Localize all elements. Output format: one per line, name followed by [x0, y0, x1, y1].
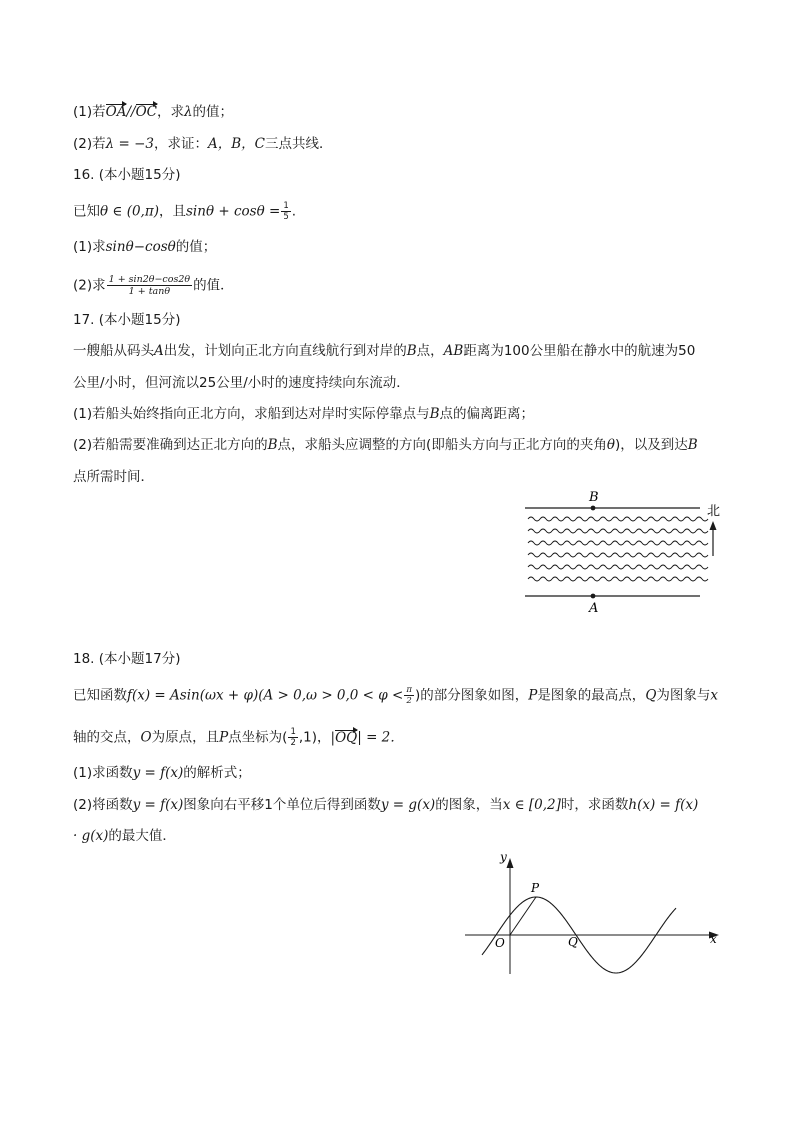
q17-line1	[73, 341, 695, 361]
text: (1)求函数	[73, 765, 133, 781]
text: ，且	[159, 203, 186, 220]
function-definition: f(x) = Asin(ωx + φ)(A > 0,ω > 0,0 < φ <	[127, 687, 404, 704]
text: 轴的交点，	[73, 729, 141, 746]
wave-line	[528, 565, 708, 569]
label-A: A	[589, 601, 599, 616]
text: 时，求函数	[560, 797, 629, 813]
point-A-dot	[591, 594, 596, 599]
lambda: λ	[183, 104, 193, 120]
sin-cos-sum: sinθ + cosθ =	[186, 203, 281, 220]
numerator: 1 + sin2θ−cos2θ	[108, 274, 191, 285]
text: )，以及到达	[614, 437, 688, 453]
y-axis-arrowhead	[507, 858, 514, 868]
lambda-condition: λ = −3	[105, 136, 154, 152]
text: ,1)，	[298, 729, 331, 746]
wave-line	[528, 541, 708, 545]
denominator: 1 + tanθ	[128, 286, 171, 297]
point-Q: Q	[645, 687, 657, 704]
text: 已知函数	[73, 687, 127, 704]
point-B: B	[406, 343, 417, 359]
point-B-dot	[591, 506, 596, 511]
wave-line	[528, 529, 708, 533]
function-f: y = f(x)	[132, 797, 184, 813]
text: 的最大值．	[108, 828, 176, 844]
text: (2)将函数	[73, 797, 133, 813]
text: 的解析式；	[183, 765, 251, 781]
label-O: O	[495, 936, 505, 950]
text: )的部分图象如图，	[414, 687, 529, 704]
label-Q: Q	[568, 935, 578, 949]
q17-line2: 公里/小时，但河流以25公里/小时的速度持续向东流动．	[73, 375, 410, 391]
text: 的图象，当	[435, 797, 503, 813]
q17-heading: 17. (本小题15分)	[73, 312, 181, 328]
text: 的值．	[193, 277, 234, 294]
segment-AB: AB	[443, 343, 464, 359]
text: 的值；	[192, 104, 234, 120]
parallel-symbol: //	[126, 104, 136, 120]
point-P: P	[219, 729, 229, 746]
q15-part1	[73, 102, 233, 122]
text: (2)求	[73, 277, 106, 294]
text: (2)若	[73, 136, 106, 152]
river-figure	[520, 486, 725, 616]
text: 为图象与	[656, 687, 711, 704]
text: 的值；	[175, 239, 217, 255]
theta-range: θ ∈ (0,π)	[100, 203, 159, 220]
text: ，求	[156, 104, 184, 120]
numerator: 1	[283, 201, 289, 211]
q15-part2	[73, 134, 332, 154]
text: 为原点，且	[151, 729, 220, 746]
function-g: y = g(x)	[380, 797, 436, 813]
river-waves	[528, 517, 708, 581]
text: 点，求船头应调整的方向(即船头方向与正北方向的夹角	[277, 437, 607, 453]
text: 是图象的最高点，	[537, 687, 646, 704]
label-y: y	[500, 850, 507, 864]
q17-part2	[73, 435, 698, 455]
text: | = 2．	[357, 729, 404, 746]
text: 出发，计划向正北方向直线航行到对岸的	[163, 343, 407, 359]
label-P: P	[531, 881, 540, 895]
function-h: h(x) = f(x)	[628, 797, 699, 813]
point-B: B	[687, 437, 698, 453]
text: 距离为100公里船在静水中的航速为50	[463, 343, 696, 359]
label-north: 北	[707, 504, 721, 519]
fraction-one-half	[288, 727, 297, 748]
vector-OQ: OQ	[335, 729, 358, 746]
text: 图象向右平移1个单位后得到函数	[183, 797, 381, 813]
q16-heading: 16. (本小题15分)	[73, 167, 181, 183]
text: 点坐标为(	[228, 729, 288, 746]
north-arrowhead	[710, 521, 717, 530]
theta: θ	[606, 437, 615, 453]
text: ，求证：	[153, 136, 208, 152]
q18-part1	[73, 763, 251, 783]
denominator: 5	[283, 212, 289, 222]
fraction-one-fifth	[281, 201, 290, 222]
points-ABC: A，B，C	[207, 136, 265, 152]
fraction-expression	[107, 274, 192, 297]
q18-part2	[73, 795, 698, 815]
q17-line5: 点所需时间．	[73, 469, 154, 485]
wave-line	[528, 517, 708, 521]
denominator: 2	[290, 738, 296, 748]
q18-line2: 轴的交点，O为原点，且P点坐标为( $\frac{1}{2}$ ,1)，|OQ| = 2．	[73, 727, 404, 748]
origin-O: O	[140, 729, 152, 746]
q18-line5	[73, 826, 176, 846]
label-x: x	[710, 932, 717, 946]
point-A: A	[154, 343, 164, 359]
function-g: · g(x)	[73, 828, 109, 844]
sin-minus-cos: sinθ−cosθ	[105, 239, 176, 255]
q17-part1	[73, 404, 534, 424]
vector-OA: OA	[105, 104, 127, 120]
function-f: y = f(x)	[132, 765, 184, 781]
x-interval: x ∈ [0,2]	[502, 797, 561, 813]
q16-part2	[73, 274, 234, 297]
text: (1)求	[73, 239, 106, 255]
text: (1)若船头始终指向正北方向，求船到达对岸时实际停靠点与	[73, 406, 430, 422]
text: 已知	[73, 203, 100, 220]
text: 点，	[416, 343, 444, 359]
text: .	[291, 203, 297, 220]
text: (2)若船需要准确到达正北方向的	[73, 437, 268, 453]
q18-heading: 18. (本小题17分)	[73, 651, 181, 667]
q18-line1	[73, 685, 718, 706]
point-B: B	[267, 437, 278, 453]
sine-graph	[460, 846, 730, 981]
numerator: 1	[290, 727, 296, 737]
numerator: π	[406, 685, 412, 695]
vector-OC: OC	[135, 104, 157, 120]
label-B: B	[589, 490, 599, 505]
text: 点的偏离距离；	[439, 406, 535, 422]
q16-part1	[73, 237, 216, 257]
text: 一艘船从码头	[73, 343, 154, 359]
q16-condition	[73, 201, 296, 222]
segment-OP	[510, 897, 536, 935]
text: 三点共线．	[264, 136, 333, 152]
wave-line	[528, 577, 708, 581]
denominator: 2	[406, 696, 412, 706]
text: (1)若	[73, 104, 106, 120]
point-P: P	[528, 687, 538, 704]
fraction-pi-over-2	[404, 685, 414, 706]
wave-line	[528, 553, 708, 557]
point-B: B	[429, 406, 440, 422]
var-x: x	[710, 687, 719, 704]
